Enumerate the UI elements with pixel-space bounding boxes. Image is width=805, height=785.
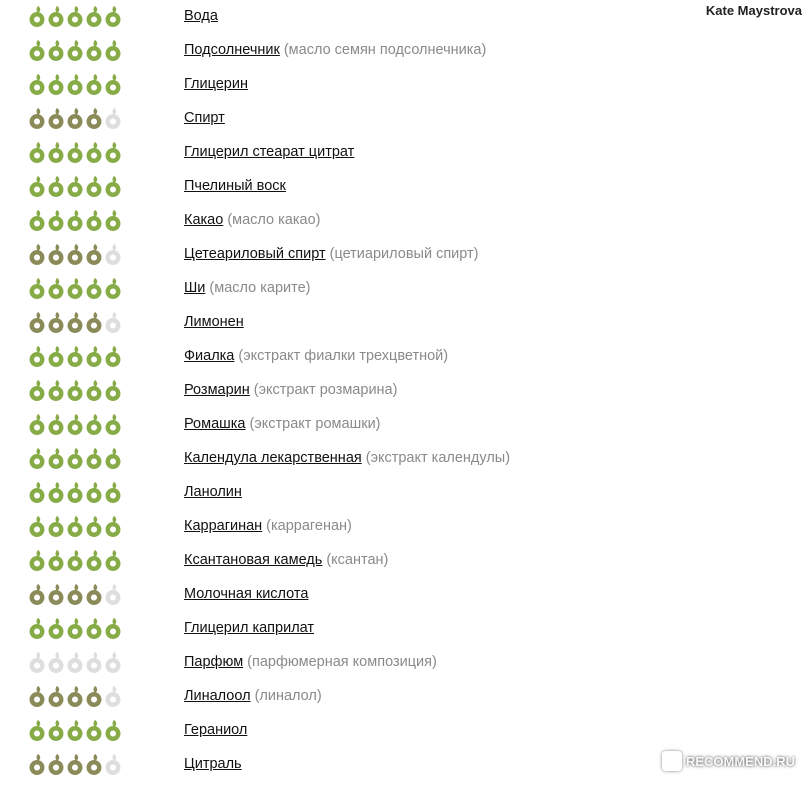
- rating-drop-icon: [85, 753, 103, 775]
- ingredient-alias: (экстракт фиалки трехцветной): [238, 348, 449, 364]
- rating-drop-icon: [47, 583, 65, 605]
- rating-drop-icon: [66, 39, 84, 61]
- ingredient-link[interactable]: Гераниол: [184, 722, 248, 738]
- rating-drop-icon: [104, 175, 122, 197]
- ingredient-name: [184, 212, 321, 228]
- safety-rating: [28, 549, 122, 571]
- ingredient-name: [184, 722, 247, 738]
- ingredient-name: [184, 756, 242, 772]
- rating-drop-icon: [66, 583, 84, 605]
- rating-drop-icon: [28, 617, 46, 639]
- rating-drop-icon: [47, 481, 65, 503]
- rating-drop-icon: [66, 379, 84, 401]
- watermark-text: RECOMMEND.RU: [685, 753, 795, 769]
- rating-drop-icon: [47, 141, 65, 163]
- rating-drop-icon: [28, 379, 46, 401]
- ingredient-link[interactable]: Линалоол: [184, 688, 251, 704]
- rating-drop-icon: [85, 413, 103, 435]
- rating-drop-icon: [104, 209, 122, 231]
- ingredient-link[interactable]: Пчелиный воск: [184, 178, 286, 194]
- ingredient-link[interactable]: Каррагинан: [184, 518, 263, 534]
- rating-drop-icon: [66, 175, 84, 197]
- ingredient-row: [0, 646, 660, 680]
- ingredient-link[interactable]: Лимонен: [184, 314, 244, 330]
- rating-drop-icon: [104, 515, 122, 537]
- safety-rating: [28, 5, 122, 27]
- ingredient-row: [0, 612, 660, 646]
- safety-rating: [28, 515, 122, 537]
- safety-rating: [28, 617, 122, 639]
- rating-drop-icon: [47, 39, 65, 61]
- rating-drop-icon: [85, 515, 103, 537]
- recommend-logo-icon: [662, 751, 682, 771]
- rating-drop-icon: [47, 73, 65, 95]
- rating-drop-icon: [66, 141, 84, 163]
- ingredient-alias: (линалол): [254, 688, 322, 704]
- rating-drop-icon: [28, 175, 46, 197]
- rating-drop-icon: [66, 5, 84, 27]
- rating-drop-icon: [85, 39, 103, 61]
- ingredient-link[interactable]: Глицерил каприлат: [184, 620, 315, 636]
- rating-drop-icon: [47, 617, 65, 639]
- rating-drop-icon: [28, 515, 46, 537]
- rating-drop-icon: [66, 311, 84, 333]
- ingredient-row: [0, 408, 660, 442]
- safety-rating: [28, 311, 122, 333]
- rating-drop-icon: [104, 651, 122, 673]
- safety-rating: [28, 209, 122, 231]
- safety-rating: [28, 345, 122, 367]
- ingredient-name: [184, 552, 388, 568]
- rating-drop-icon: [104, 311, 122, 333]
- rating-drop-icon: [28, 719, 46, 741]
- watermark: [662, 751, 795, 771]
- safety-rating: [28, 243, 122, 265]
- safety-rating: [28, 175, 122, 197]
- ingredient-name: [184, 314, 244, 330]
- ingredient-name: [184, 280, 310, 296]
- rating-drop-icon: [104, 719, 122, 741]
- ingredient-row: [0, 680, 660, 714]
- rating-drop-icon: [28, 107, 46, 129]
- ingredient-row: [0, 272, 660, 306]
- ingredient-row: [0, 306, 660, 340]
- rating-drop-icon: [85, 447, 103, 469]
- rating-drop-icon: [104, 549, 122, 571]
- ingredient-alias: (масло какао): [227, 212, 321, 228]
- ingredient-link[interactable]: Спирт: [184, 110, 225, 126]
- ingredient-link[interactable]: Парфюм: [184, 654, 244, 670]
- ingredient-row: [0, 442, 660, 476]
- rating-drop-icon: [66, 73, 84, 95]
- ingredient-link[interactable]: Календула лекарственная: [184, 450, 362, 466]
- ingredient-row: [0, 136, 660, 170]
- ingredient-alias: (цетиариловый спирт): [329, 246, 479, 262]
- rating-drop-icon: [85, 345, 103, 367]
- ingredient-alias: (экстракт ромашки): [249, 416, 381, 432]
- rating-drop-icon: [66, 719, 84, 741]
- rating-drop-icon: [28, 277, 46, 299]
- ingredient-row: [0, 374, 660, 408]
- rating-drop-icon: [66, 413, 84, 435]
- ingredient-row: [0, 0, 660, 34]
- ingredient-name: [184, 348, 448, 364]
- rating-drop-icon: [47, 175, 65, 197]
- ingredient-row: [0, 34, 660, 68]
- ingredient-alias: (экстракт календулы): [365, 450, 511, 466]
- rating-drop-icon: [28, 413, 46, 435]
- rating-drop-icon: [104, 107, 122, 129]
- rating-drop-icon: [85, 651, 103, 673]
- rating-drop-icon: [85, 481, 103, 503]
- safety-rating: [28, 107, 122, 129]
- ingredient-row: [0, 68, 660, 102]
- rating-drop-icon: [28, 753, 46, 775]
- rating-drop-icon: [104, 141, 122, 163]
- ingredient-row: [0, 340, 660, 374]
- ingredient-name: [184, 688, 322, 704]
- rating-drop-icon: [104, 447, 122, 469]
- ingredient-name: [184, 518, 352, 534]
- rating-drop-icon: [28, 685, 46, 707]
- rating-drop-icon: [28, 345, 46, 367]
- safety-rating: [28, 481, 122, 503]
- rating-drop-icon: [66, 107, 84, 129]
- rating-drop-icon: [85, 719, 103, 741]
- rating-drop-icon: [66, 209, 84, 231]
- ingredient-alias: (каррагенан): [266, 518, 352, 534]
- ingredient-link[interactable]: Розмарин: [184, 382, 250, 398]
- ingredient-link[interactable]: Какао: [184, 212, 224, 228]
- ingredient-link[interactable]: Ксантановая камедь: [184, 552, 323, 568]
- safety-rating: [28, 39, 122, 61]
- ingredient-link[interactable]: Вода: [184, 8, 218, 24]
- rating-drop-icon: [28, 651, 46, 673]
- ingredient-row: [0, 544, 660, 578]
- rating-drop-icon: [66, 685, 84, 707]
- rating-drop-icon: [85, 583, 103, 605]
- rating-drop-icon: [104, 379, 122, 401]
- ingredient-row: [0, 476, 660, 510]
- ingredient-name: [184, 654, 437, 670]
- ingredient-link[interactable]: Ланолин: [184, 484, 242, 500]
- rating-drop-icon: [85, 549, 103, 571]
- rating-drop-icon: [28, 141, 46, 163]
- ingredient-row: [0, 510, 660, 544]
- rating-drop-icon: [66, 447, 84, 469]
- rating-drop-icon: [47, 243, 65, 265]
- ingredient-row: [0, 748, 660, 782]
- safety-rating: [28, 719, 122, 741]
- ingredient-link[interactable]: Фиалка: [184, 348, 235, 364]
- ingredient-name: [184, 382, 397, 398]
- rating-drop-icon: [47, 447, 65, 469]
- rating-drop-icon: [28, 447, 46, 469]
- ingredient-link[interactable]: Цетеариловый спирт: [184, 246, 326, 262]
- safety-rating: [28, 277, 122, 299]
- rating-drop-icon: [104, 73, 122, 95]
- ingredient-link[interactable]: Молочная кислота: [184, 586, 309, 602]
- ingredient-link[interactable]: Ши: [184, 280, 206, 296]
- rating-drop-icon: [47, 651, 65, 673]
- rating-drop-icon: [47, 209, 65, 231]
- rating-drop-icon: [104, 5, 122, 27]
- safety-rating: [28, 447, 122, 469]
- safety-rating: [28, 413, 122, 435]
- rating-drop-icon: [47, 413, 65, 435]
- ingredient-name: [184, 416, 381, 432]
- rating-drop-icon: [47, 107, 65, 129]
- safety-rating: [28, 583, 122, 605]
- rating-drop-icon: [47, 345, 65, 367]
- rating-drop-icon: [85, 379, 103, 401]
- rating-drop-icon: [85, 617, 103, 639]
- rating-drop-icon: [85, 685, 103, 707]
- ingredient-name: [184, 42, 486, 58]
- rating-drop-icon: [104, 39, 122, 61]
- ingredient-name: [184, 144, 354, 160]
- rating-drop-icon: [104, 753, 122, 775]
- rating-drop-icon: [85, 277, 103, 299]
- rating-drop-icon: [66, 277, 84, 299]
- ingredient-link[interactable]: Глицерин: [184, 76, 248, 92]
- rating-drop-icon: [66, 617, 84, 639]
- rating-drop-icon: [28, 73, 46, 95]
- rating-drop-icon: [66, 753, 84, 775]
- ingredient-name: [184, 620, 314, 636]
- safety-rating: [28, 379, 122, 401]
- rating-drop-icon: [28, 311, 46, 333]
- ingredient-name: [184, 178, 286, 194]
- rating-drop-icon: [85, 175, 103, 197]
- rating-drop-icon: [85, 141, 103, 163]
- ingredient-alias: (масло карите): [209, 280, 311, 296]
- rating-drop-icon: [104, 345, 122, 367]
- rating-drop-icon: [28, 243, 46, 265]
- ingredient-row: [0, 204, 660, 238]
- rating-drop-icon: [104, 413, 122, 435]
- ingredient-row: [0, 102, 660, 136]
- safety-rating: [28, 685, 122, 707]
- rating-drop-icon: [47, 5, 65, 27]
- ingredient-row: [0, 170, 660, 204]
- rating-drop-icon: [66, 515, 84, 537]
- rating-drop-icon: [104, 617, 122, 639]
- ingredient-alias: (масло семян подсолнечника): [283, 42, 487, 58]
- rating-drop-icon: [47, 379, 65, 401]
- ingredient-row: [0, 238, 660, 272]
- ingredient-link[interactable]: Глицерил стеарат цитрат: [184, 144, 355, 160]
- rating-drop-icon: [28, 5, 46, 27]
- rating-drop-icon: [66, 481, 84, 503]
- rating-drop-icon: [66, 651, 84, 673]
- safety-rating: [28, 73, 122, 95]
- rating-drop-icon: [104, 481, 122, 503]
- ingredient-name: [184, 450, 510, 466]
- ingredient-name: [184, 246, 479, 262]
- rating-drop-icon: [85, 107, 103, 129]
- ingredient-name: [184, 8, 218, 24]
- safety-rating: [28, 651, 122, 673]
- rating-drop-icon: [85, 209, 103, 231]
- rating-drop-icon: [47, 515, 65, 537]
- ingredient-link[interactable]: Ромашка: [184, 416, 246, 432]
- rating-drop-icon: [104, 277, 122, 299]
- rating-drop-icon: [47, 685, 65, 707]
- rating-drop-icon: [104, 243, 122, 265]
- ingredient-row: [0, 714, 660, 748]
- rating-drop-icon: [85, 73, 103, 95]
- rating-drop-icon: [47, 311, 65, 333]
- rating-drop-icon: [66, 549, 84, 571]
- safety-rating: [28, 141, 122, 163]
- rating-drop-icon: [85, 243, 103, 265]
- ingredient-name: [184, 110, 225, 126]
- author-name: Kate Maystrova: [705, 3, 802, 18]
- rating-drop-icon: [47, 719, 65, 741]
- rating-drop-icon: [47, 549, 65, 571]
- rating-drop-icon: [66, 345, 84, 367]
- ingredient-name: [184, 484, 242, 500]
- rating-drop-icon: [66, 243, 84, 265]
- rating-drop-icon: [47, 277, 65, 299]
- rating-drop-icon: [85, 311, 103, 333]
- rating-drop-icon: [28, 583, 46, 605]
- ingredient-name: [184, 76, 248, 92]
- rating-drop-icon: [28, 39, 46, 61]
- safety-rating: [28, 753, 122, 775]
- ingredient-row: [0, 578, 660, 612]
- ingredient-alias: (парфюмерная композиция): [247, 654, 437, 670]
- rating-drop-icon: [85, 5, 103, 27]
- rating-drop-icon: [28, 549, 46, 571]
- rating-drop-icon: [104, 685, 122, 707]
- rating-drop-icon: [47, 753, 65, 775]
- ingredient-link[interactable]: Цитраль: [184, 756, 242, 772]
- rating-drop-icon: [28, 481, 46, 503]
- ingredient-alias: (экстракт розмарина): [253, 382, 398, 398]
- ingredient-link[interactable]: Подсолнечник: [184, 42, 280, 58]
- rating-drop-icon: [28, 209, 46, 231]
- ingredient-alias: (ксантан): [326, 552, 389, 568]
- ingredient-name: [184, 586, 308, 602]
- rating-drop-icon: [104, 583, 122, 605]
